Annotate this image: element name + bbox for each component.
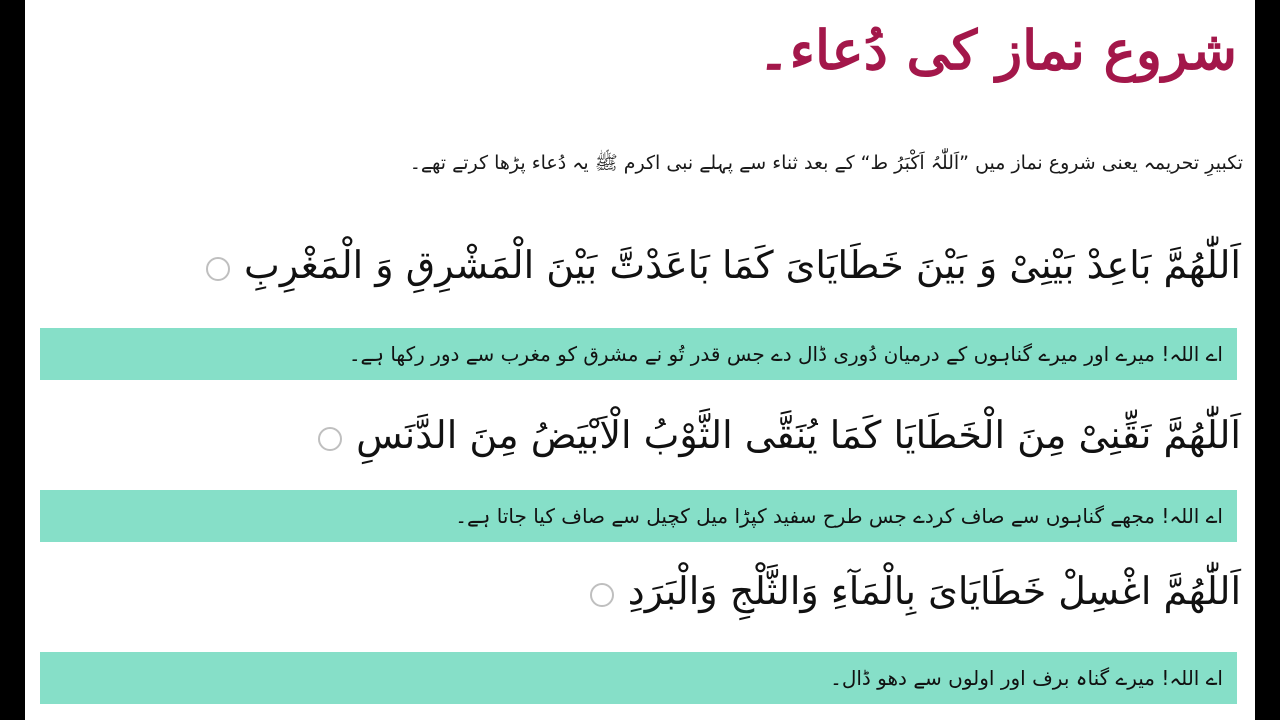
dua-1-translation: اے اللہ! میرے اور میرے گناہوں کے درمیان دُوری ڈال دے جس قدر تُو نے مشرق کو مغرب سے دور رکھا ہے۔ [40, 328, 1237, 380]
dua-2-arabic [318, 412, 1241, 460]
dua-1-arabic [206, 242, 1241, 290]
dua-3-arabic [590, 568, 1241, 616]
verse-end-circle-icon [590, 583, 614, 607]
document-page [25, 0, 1255, 720]
dua-2-arabic-text: اَللّٰھُمَّ نَقِّنِیْ مِنَ الْخَطَایَا کَمَا یُنَقَّی الثَّوْبُ الْاَبْیَضُ مِنَ الدَّنَسِ [356, 413, 1241, 457]
verse-end-circle-icon [318, 427, 342, 451]
intro-text: تکبیرِ تحریمہ یعنی شروع نماز میں ”اَللّٰہُ اَکْبَرُ ط“ کے بعد ثناء سے پہلے نبی اکرم ﷺ یہ دُعاء پڑھا کرتے تھے۔ [409, 152, 1243, 174]
dua-1-arabic-text: اَللّٰھُمَّ بَاعِدْ بَیْنِیْ وَ بَیْنَ خَطَایَایَ کَمَا بَاعَدْتَّ بَیْنَ الْمَشْرِقِ وَ الْمَغْرِبِ [244, 243, 1241, 287]
dua-3-translation: اے اللہ! میرے گناہ برف اور اولوں سے دھو ڈال۔ [40, 652, 1237, 704]
dua-3-arabic-text: اَللّٰھُمَّ اغْسِلْ خَطَایَایَ بِالْمَآءِ وَالثَّلْجِ وَالْبَرَدِ [627, 569, 1241, 613]
verse-end-circle-icon [206, 257, 230, 281]
dua-2-translation: اے اللہ! مجھے گناہوں سے صاف کردے جس طرح سفید کپڑا میل کچیل سے صاف کیا جاتا ہے۔ [40, 490, 1237, 542]
page-title: شروع نماز کی دُعاء۔ [758, 18, 1237, 82]
